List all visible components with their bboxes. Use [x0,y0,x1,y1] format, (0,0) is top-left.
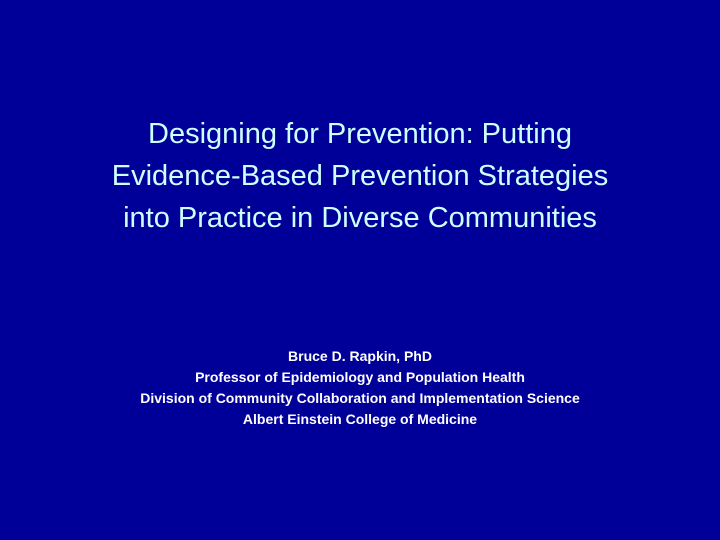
author-position: Professor of Epidemiology and Population Health [195,369,525,385]
title-line-1: Designing for Prevention: Putting [148,118,572,150]
author-name: Bruce D. Rapkin, PhD [288,348,432,364]
slide-title [40,113,680,239]
author-division: Division of Community Collaboration and Implementation Science [140,390,580,406]
author-institution: Albert Einstein College of Medicine [242,411,478,427]
author-info [40,346,680,430]
title-line-2: Evidence-Based Prevention Strategies [111,160,609,192]
title-line-3: into Practice in Diverse Communities [123,202,597,234]
